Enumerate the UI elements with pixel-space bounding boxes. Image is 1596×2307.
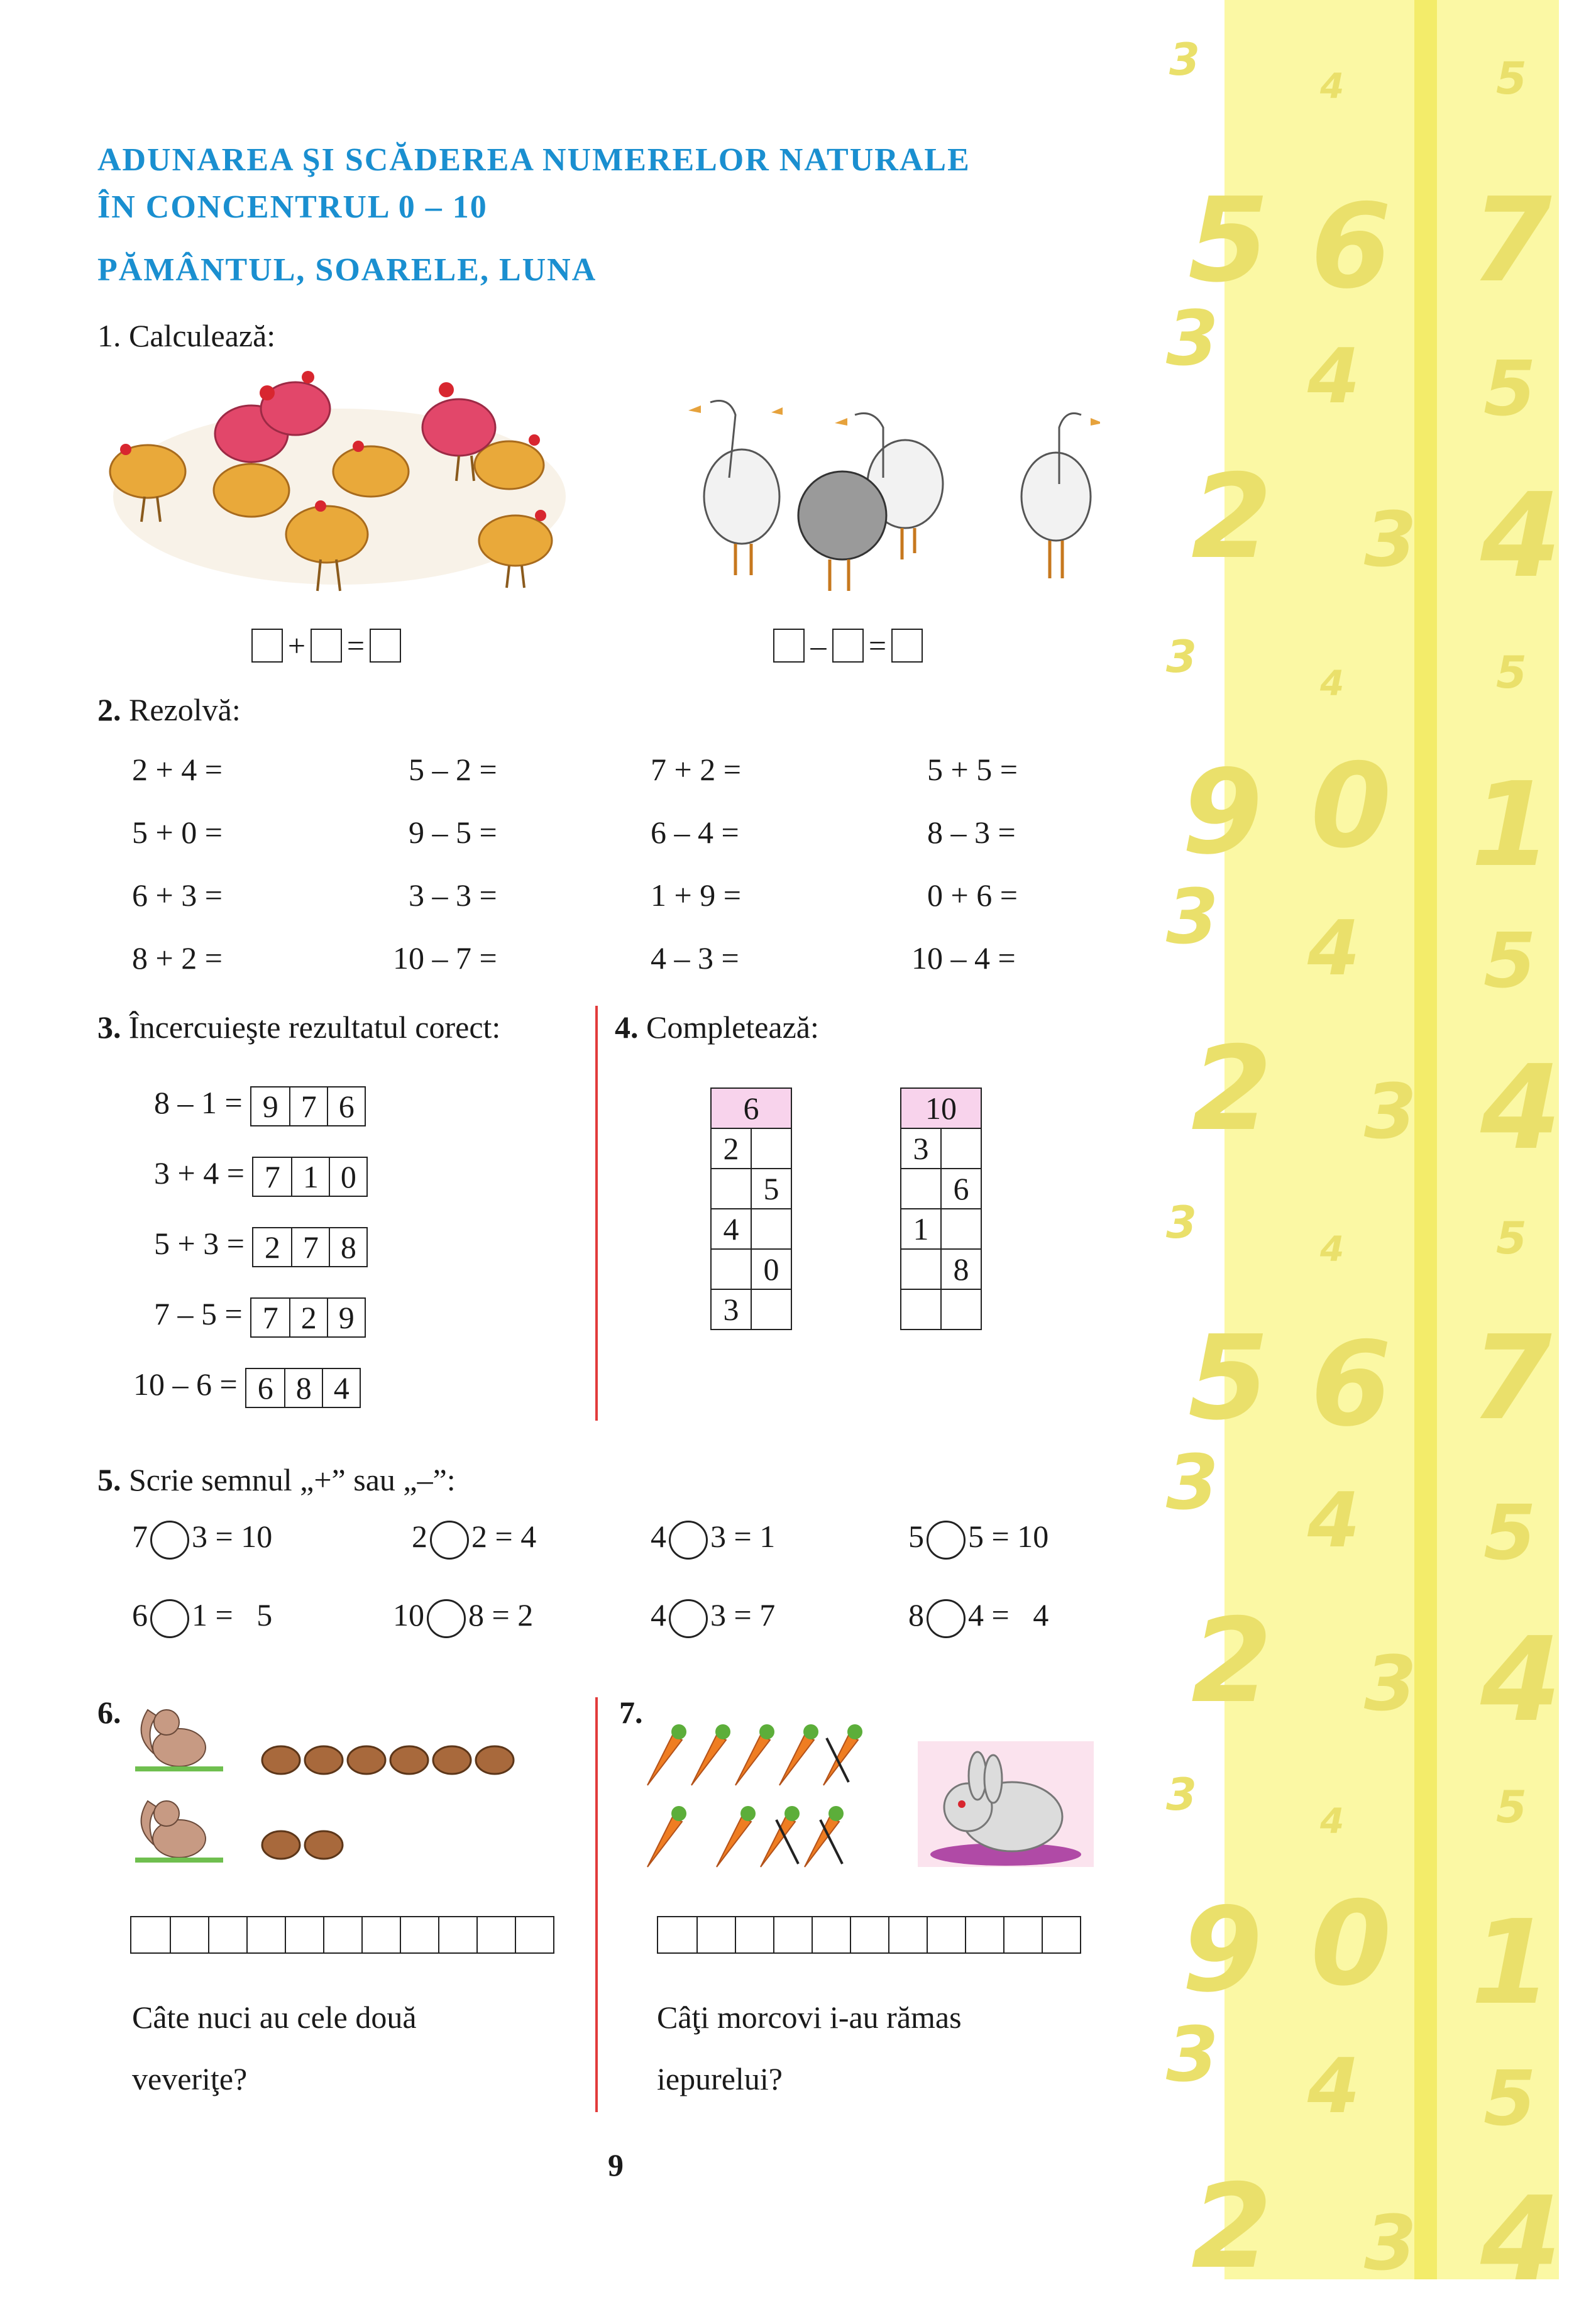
sign-problem: 7 3 = 10 — [132, 1518, 272, 1560]
problem[interactable]: 9 – 5 = — [409, 815, 497, 850]
ex3-label: Încercuieşte rezultatul corect: — [129, 1010, 501, 1045]
page-number: 9 — [608, 2147, 624, 2183]
rabbit-illustration — [918, 1741, 1094, 1867]
ex3-row — [154, 1155, 368, 1197]
ex6-question-line1: Câte nuci au cele două — [132, 2000, 417, 2035]
option[interactable]: 6 — [327, 1087, 365, 1125]
chapter-title-line1: ADUNAREA ŞI SCĂDEREA NUMERELOR NATURALE — [97, 142, 971, 178]
lesson-subtitle: PĂMÂNTUL, SOARELE, LUNA — [97, 252, 597, 288]
sign-circle[interactable] — [150, 1521, 189, 1560]
problem[interactable]: 8 + 2 = — [132, 940, 223, 976]
option[interactable]: 7 — [289, 1087, 327, 1125]
table-cell[interactable]: 2 — [711, 1128, 751, 1169]
option[interactable]: 1 — [291, 1158, 329, 1196]
ex2-heading — [97, 691, 241, 728]
table-cell[interactable] — [941, 1209, 981, 1249]
ex3-row — [133, 1366, 361, 1408]
ex2-label: Rezolvă: — [129, 692, 241, 727]
answer-box[interactable] — [773, 629, 805, 663]
ex1-heading: 1. Calculează: — [97, 318, 276, 353]
table-cell[interactable] — [901, 1249, 941, 1289]
ex4-number: 4. — [615, 1010, 639, 1045]
answer-box[interactable] — [370, 629, 401, 663]
ex3-expression: 8 – 1 = — [154, 1085, 243, 1120]
ex3-expression: 10 – 6 = — [133, 1367, 238, 1402]
option[interactable]: 7 — [291, 1228, 329, 1266]
sign-problem: 4 3 = 7 — [651, 1597, 775, 1638]
option[interactable]: 7 — [262, 1299, 278, 1335]
ex6-question-line2: veveriţe? — [132, 2061, 248, 2096]
table-cell[interactable] — [901, 1169, 941, 1209]
walnuts-row-2 — [261, 1826, 355, 1867]
sign-circle[interactable] — [427, 1599, 466, 1638]
plus-sign: + — [287, 628, 306, 663]
table-cell[interactable] — [751, 1289, 791, 1330]
ex3-heading — [97, 1009, 500, 1045]
minus-sign: – — [810, 628, 827, 663]
hens-illustration — [107, 371, 572, 610]
decomposition-table-6 — [710, 1087, 792, 1330]
table-cell[interactable]: 8 — [941, 1249, 981, 1289]
answer-cells[interactable] — [130, 1916, 554, 1954]
ex7-number: 7. — [619, 1695, 643, 1730]
ex5-label: Scrie semnul „+” sau „–”: — [129, 1462, 456, 1497]
sign-problem: 4 3 = 1 — [651, 1518, 775, 1560]
table-cell[interactable]: 0 — [751, 1249, 791, 1289]
problem[interactable]: 10 – 7 = — [393, 940, 497, 976]
ex5-number: 5. — [97, 1462, 121, 1497]
table-cell[interactable] — [751, 1128, 791, 1169]
problem[interactable]: 4 – 3 = — [651, 940, 739, 976]
chapter-title-line2: ÎN CONCENTRUL 0 – 10 — [97, 189, 488, 225]
sign-problem: 6 1 = 5 — [132, 1597, 272, 1638]
ex5-heading — [97, 1462, 456, 1498]
ex7-question-line2: iepurelui? — [657, 2061, 783, 2096]
table-cell[interactable]: 6 — [941, 1169, 981, 1209]
answer-options — [252, 1227, 368, 1267]
option[interactable]: 4 — [322, 1369, 360, 1407]
table-cell[interactable] — [711, 1169, 751, 1209]
option[interactable]: 8 — [329, 1228, 366, 1266]
problem[interactable]: 6 – 4 = — [651, 815, 739, 850]
ex3-expression: 7 – 5 = — [154, 1296, 243, 1331]
answer-options — [252, 1157, 368, 1197]
table-cell[interactable]: 1 — [901, 1209, 941, 1249]
sign-problem: 8 4 = 4 — [908, 1597, 1048, 1638]
ex7-question-line1: Câţi morcovi i-au rămas — [657, 2000, 962, 2035]
table-cell[interactable] — [901, 1289, 941, 1330]
sign-circle[interactable] — [669, 1599, 708, 1638]
sign-circle[interactable] — [150, 1599, 189, 1638]
problem[interactable]: 7 + 2 = — [651, 752, 741, 787]
problem[interactable]: 5 + 5 = — [927, 752, 1018, 787]
option[interactable]: 0 — [329, 1158, 366, 1196]
table-cell[interactable]: 3 — [711, 1289, 751, 1330]
answer-options — [250, 1297, 366, 1338]
table-cell[interactable] — [941, 1289, 981, 1330]
table-cell[interactable] — [751, 1209, 791, 1249]
walnuts-row-1 — [261, 1741, 525, 1782]
table-cell[interactable]: 3 — [901, 1128, 941, 1169]
option[interactable]: 8 — [284, 1369, 322, 1407]
problem[interactable]: 5 – 2 = — [409, 752, 497, 787]
ex4-label: Completează: — [646, 1010, 819, 1045]
sign-problem: 5 5 = 10 — [908, 1518, 1048, 1560]
option[interactable]: 6 — [257, 1370, 273, 1406]
equals-sign: = — [868, 628, 887, 663]
decorative-stripe — [1414, 0, 1437, 2279]
option[interactable]: 9 — [262, 1088, 278, 1124]
ex3-expression: 3 + 4 = — [154, 1155, 245, 1191]
option[interactable]: 7 — [264, 1159, 280, 1194]
problem[interactable]: 6 + 3 = — [132, 878, 223, 913]
table-cell[interactable] — [941, 1128, 981, 1169]
ex1-equation-2 — [773, 627, 923, 664]
answer-box[interactable] — [832, 629, 864, 663]
ex3-expression: 5 + 3 = — [154, 1226, 245, 1261]
ex3-row — [154, 1296, 366, 1338]
sign-circle[interactable] — [927, 1521, 966, 1560]
answer-box[interactable] — [251, 629, 283, 663]
problem[interactable]: 8 – 3 = — [927, 815, 1016, 850]
section-divider — [595, 1006, 598, 1421]
problem[interactable]: 1 + 9 = — [651, 878, 741, 913]
answer-box[interactable] — [311, 629, 342, 663]
sign-problem: 10 8 = 2 — [393, 1597, 533, 1638]
sign-circle[interactable] — [669, 1521, 708, 1560]
answer-options — [250, 1086, 366, 1126]
option[interactable]: 2 — [289, 1299, 327, 1336]
sign-circle[interactable] — [430, 1521, 469, 1560]
section-divider — [595, 1697, 598, 2112]
sign-circle[interactable] — [927, 1599, 966, 1638]
carrots-illustration — [641, 1710, 905, 1873]
option[interactable]: 2 — [264, 1229, 280, 1265]
problem[interactable]: 0 + 6 = — [927, 878, 1018, 913]
page-margin-right — [1559, 0, 1596, 2279]
table-head: 6 — [711, 1088, 791, 1128]
ex3-row — [154, 1084, 366, 1126]
problem[interactable]: 3 – 3 = — [409, 878, 497, 913]
table-cell[interactable]: 4 — [711, 1209, 751, 1249]
table-cell[interactable] — [711, 1249, 751, 1289]
answer-options — [245, 1368, 361, 1408]
table-cell[interactable]: 5 — [751, 1169, 791, 1209]
problem[interactable]: 5 + 0 = — [132, 815, 223, 850]
ex6-number: 6. — [97, 1695, 121, 1730]
ex1-equation-1 — [251, 627, 401, 664]
answer-cells[interactable] — [657, 1916, 1081, 1954]
ex4-heading — [615, 1009, 819, 1045]
option[interactable]: 9 — [327, 1299, 365, 1336]
geese-illustration — [685, 390, 1100, 603]
ex2-number: 2. — [97, 692, 121, 727]
ex3-row — [154, 1225, 368, 1267]
sign-problem: 2 2 = 4 — [412, 1518, 536, 1560]
equals-sign: = — [346, 628, 365, 663]
decomposition-table-10 — [900, 1087, 982, 1330]
ex3-number: 3. — [97, 1010, 121, 1045]
answer-box[interactable] — [891, 629, 923, 663]
table-head: 10 — [901, 1088, 981, 1128]
problem[interactable]: 10 – 4 = — [911, 940, 1016, 976]
problem[interactable]: 2 + 4 = — [132, 752, 223, 787]
squirrels-illustration — [135, 1697, 223, 1880]
